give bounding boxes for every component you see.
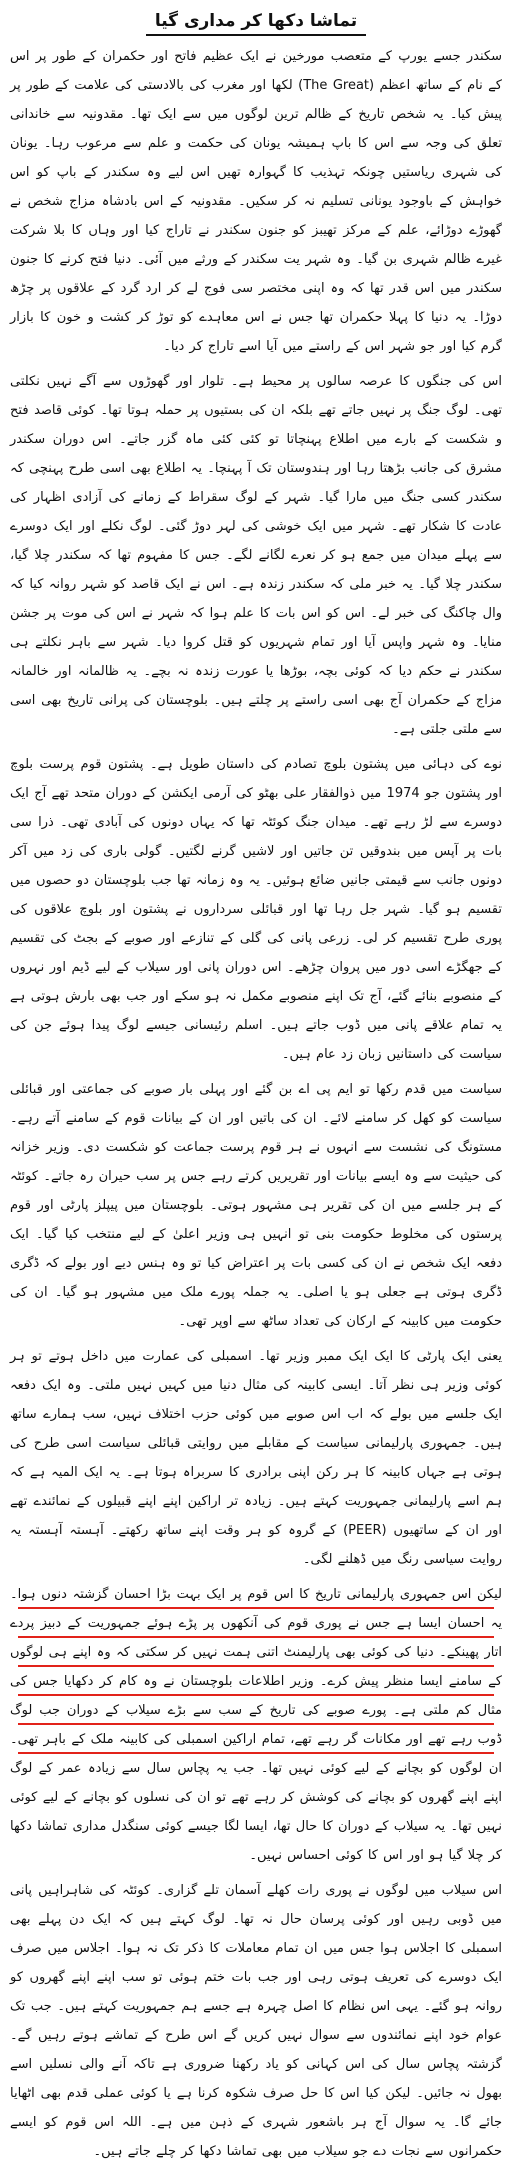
article-paragraph: اس کی جنگوں کا عرصہ سالوں پر محیط ہے۔ تلوار اور گھوڑوں سے آگے نہیں نکلتی تھی۔ لوگ جنگ پر نہیں جاتے تھے بلکہ ان کی بستیوں پر حملہ ہوتا تھا۔ کوئی قاصد فتح و شکست کے بارے میں اطلاع پہنچاتا تو کئی کئی ماہ گزر جاتے۔ اس دوران سکندر مشرق کی جانب بڑھتا رہا اور ہندوستان تک آ پہنچا۔ یہ اطلاع بھی اسی طرح پہنچی کہ سکندر کسی جنگ میں مارا گیا۔ شہر کے لوگ سقراط کے زمانے کی آزادی اظہار کی عادت کا شکار تھے۔ شہر میں ایک خوشی کی لہر دوڑ گئی۔ لوگ نکلے اور ایک دوسرے سے پہلے میدان میں جمع ہو کر نعرے لگانے لگے۔ جس کا مفہوم تھا کہ سکندر چلا گیا، سکندر چلا گیا۔ یہ خبر ملی کہ سکندر زندہ ہے۔ اس نے ایک قاصد کو شہر روانہ کیا کہ وال چاکنگ کی خبر لے۔ اس کو اس بات کا علم ہوا کہ شہر نے اس کی موت پر جشن منایا۔ وہ شہر واپس آیا اور تمام شہریوں کو قتل کروا دیا۔ شہر سے باہر نکلتے ہی سکندر نے حکم دیا کہ کوئی بچہ، بوڑھا یا عورت زندہ نہ بچے۔ یہ ظالمانہ اور خالمانہ مزاج کے حکمران آج بھی اسی راستے پر چلتے ہیں۔ بلوچستان کی پرانی تاریخ بھی اسی سے ملتی جلتی ہے۔ <box>10 374 502 737</box>
red-underline <box>18 1723 494 1725</box>
red-underline <box>18 1607 494 1609</box>
red-underline <box>18 1752 494 1754</box>
highlighted-passage <box>10 1580 502 1870</box>
article-paragraph: سیاست میں قدم رکھا تو ایم پی اے بن گئے اور پہلی بار صوبے کی جماعتی اور قبائلی سیاست کو کھل کر سامنے لائے۔ ان کی باتیں اور ان کے بیانات قوم کے سامنے آتے رہے۔ مستونگ کی نشست سے انہوں نے ہر قوم پرست جماعت کو شکست دی۔ وزیر خزانہ کی حیثیت سے وہ ایسے بیانات اور تقریریں کرتے رہے جس پر سب حیران رہ جاتے۔ کوئٹہ کے ہر جلسے میں ان کی تقریر ہی مشہور ہوتی۔ بلوچستان میں پیپلز پارٹی اور قوم پرستوں کی مخلوط حکومت بنی تو انہیں ہی وزیر اعلیٰ کے لیے منتخب کیا گیا۔ ایک دفعہ ایک شخص نے ان کی کسی بات پر اعتراض کیا تو وہ ہنس دیے اور بولے کہ ڈگری ڈگری ہوتی ہے جعلی ہو یا اصلی۔ یہ جملہ پورے ملک میں مشہور ہو گیا۔ ان کی حکومت میں کابینہ کے ارکان کی تعداد ساٹھ سے اوپر تھی۔ <box>10 1082 502 1329</box>
article-paragraph: اس سیلاب میں لوگوں نے پوری رات کھلے آسمان تلے گزاری۔ کوئٹہ کی شاہراہیں پانی میں ڈوبی رہیں اور کوئی پرسان حال نہ تھا۔ لوگ کہتے ہیں کہ ایک دن پہلے بھی اسمبلی کا اجلاس ہوا جس میں ان تمام معاملات کا ذکر تک نہ ہوا۔ اجلاس میں صرف ایک دوسرے کی تعریف ہوتی رہی اور جب بات ختم ہوئی تو سب اپنے اپنے گھروں کو روانہ ہو گئے۔ یہی اس نظام کا اصل چہرہ ہے جسے ہم جمہوریت کہتے ہیں۔ جب تک عوام خود اپنے نمائندوں سے سوال نہیں کریں گے اس طرح کے تماشے ہوتے رہیں گے۔ گزشتہ پچاس سال کی اس کہانی کو یاد رکھنا ضروری ہے تاکہ آنے والی نسلیں اسے بھول نہ جائیں۔ لیکن کیا اس کا حل صرف شکوہ کرنا ہے یا کوئی عملی قدم بھی اٹھایا جائے گا۔ یہ سوال آج ہر باشعور شہری کے ذہن میں ہے۔ اللہ اس قوم کو ایسے حکمرانوں سے نجات دے جو سیلاب میں بھی تماشا دکھا کر چلے جاتے ہیں۔ <box>10 1883 502 2159</box>
article-paragraph: یعنی ایک پارٹی کا ایک ایک ممبر وزیر تھا۔ اسمبلی کی عمارت میں داخل ہوتے تو ہر کوئی وزیر ہی نظر آتا۔ ایسی کابینہ کی مثال دنیا میں کہیں نہیں ملتی۔ وہ ایک دفعہ ایک جلسے میں بولے کہ اب اس صوبے میں کوئی حزب اختلاف نہیں، سب ہمارے ساتھ ہیں۔ جمہوری پارلیمانی سیاست کے مقابلے میں روایتی قبائلی سیاست اسی طرح کی ہوتی ہے جہاں کابینہ کا ہر رکن اپنی برادری کا سربراہ ہوتا ہے۔ یہ ایک المیہ ہے کہ ہم اسے پارلیمانی جمہوریت کہتے ہیں۔ زیادہ تر اراکین اپنے اپنے قبیلوں کے نمائندے تھے اور ان کے ساتھیوں (PEER) کے گروہ کو ہر وقت اپنے ساتھ رکھتے۔ آہستہ آہستہ یہ روایت سیاسی رنگ میں ڈھلنے لگی۔ <box>10 1349 502 1567</box>
article-paragraph: نوے کی دہائی میں پشتون بلوچ تصادم کی داستان طویل ہے۔ پشتون قوم پرست بلوچ اور پشتون جو 1974 میں ذوالفقار علی بھٹو کی آرمی ایکشن کے دوران متحد تھے آج ایک دوسرے سے لڑ رہے تھے۔ میدان جنگ کوئٹہ تھا کہ یہاں دونوں کی آبادی تھی۔ ذرا سی بات پر آپس میں بندوقیں تن جاتیں اور لاشیں گرنے لگتیں۔ گولی باری کی زد میں آکر دونوں جانب سے قیمتی جانیں ضائع ہوئیں۔ یہ وہ زمانہ تھا جب بلوچستان دو حصوں میں تقسیم ہو گیا۔ شہر جل رہا تھا اور قبائلی سرداروں نے پشتون اور بلوچ علاقوں کی پوری طرح تقسیم کر لی۔ زرعی پانی کی گلی کے تنازعے اور صوبے کے بجٹ کی تقسیم کے جھگڑے اسی دور میں پروان چڑھے۔ اس دوران پانی اور سیلاب کے لیے ڈیم اور نہروں کے منصوبے بنائے گئے، آج تک اپنے منصوبے مکمل نہ ہو سکے اور جب بھی بارش ہوتی ہے یہ تمام علاقے پانی میں ڈوب جاتے ہیں۔ اسلم رئیسانی جیسے لوگ پیدا ہوئے جن کی سیاست کی داستانیں زبان زد عام ہیں۔ <box>10 757 502 1062</box>
article-title: تماشا دکھا کر مداری گیا <box>146 8 366 36</box>
red-underline <box>18 1694 494 1696</box>
red-underline <box>18 1665 494 1667</box>
red-underline <box>18 1636 494 1638</box>
highlighted-paragraph: لیکن اس جمہوری پارلیمانی تاریخ کا اس قوم پر ایک بہت بڑا احسان گزشتہ دنوں ہوا۔ یہ احسان ایسا ہے جس نے پوری قوم کی آنکھوں پر پڑے ہوئے جمہوریت کے دبیز پردے اتار پھینکے۔ دنیا کی کوئی بھی پارلیمنٹ اتنی ہمت نہیں کر سکتی کہ وہ اپنے ہی لوگوں کے سامنے ایسا منظر پیش کرے۔ وزیر اطلاعات بلوچستان نے وہ کام کر دکھایا جس کی مثال کم ملتی ہے۔ پورے صوبے کی تاریخ کے سب سے بڑے سیلاب کے دوران جب لوگ ڈوب رہے تھے اور مکانات گر رہے تھے، تمام اراکین اسمبلی کی کابینہ ملک کے باہر تھی۔ ان لوگوں کو بچانے کے لیے کوئی نہیں تھا۔ جب یہ پچاس سال سے زیادہ عمر کے لوگ اپنے اپنے گھروں کو بچانے کی کوشش کر رہے تھے تو ان کی نسلوں کو بچانے کے لیے کوئی نہیں تھا۔ یہ سیلاب کے دوران کا حال تھا، ایسا لگا جیسے کوئی سنگدل مداری تماشا دکھا کر چلا گیا ہو اور اس کا کوئی احساس نہیں۔ <box>10 1587 502 1863</box>
article-paragraph: سکندر جسے یورپ کے متعصب مورخین نے ایک عظیم فاتح اور حکمران کے طور پر اس کے نام کے ساتھ اعظم (The Great) لکھا اور مغرب کی بالادستی کی علامت کے طور پر پیش کیا۔ یہ شخص تاریخ کے ظالم ترین لوگوں میں سے ایک تھا۔ مقدونیہ سے خاندانی تعلق کی وجہ سے اس کا باپ ہمیشہ یونان کی حکمت و علم سے مرعوب رہا۔ یونان کی شہری ریاستیں چونکہ تہذیب کا گہوارہ تھیں اس لیے وہ سکندر کے باپ کو اس خواہش کے باوجود یونانی تسلیم نہ کر سکیں۔ مقدونیہ کے اس بادشاہ مزاج شخص نے گھوڑے دوڑائے، علم کے مرکز تھیبز کو جنون سکندر نے تاراج کیا اور وہاں کا بلا شرکت غیرے ظالم شہری بن گیا۔ وہ شہر یت سکندر کے ورثے میں آئی۔ دنیا فتح کرنے کا جنون سکندر میں اس قدر تھا کہ وہ اپنی مختصر سی فوج لے کر ارد گرد کے علاقوں پر چڑھ دوڑا۔ یہ دنیا کا پہلا حکمران تھا جس نے اس معاہدے کو توڑ کر کشت و خون کا بازار گرم کیا اور جو شہر اس کے راستے میں آیا اسے تاراج کر دیا۔ <box>10 49 502 354</box>
